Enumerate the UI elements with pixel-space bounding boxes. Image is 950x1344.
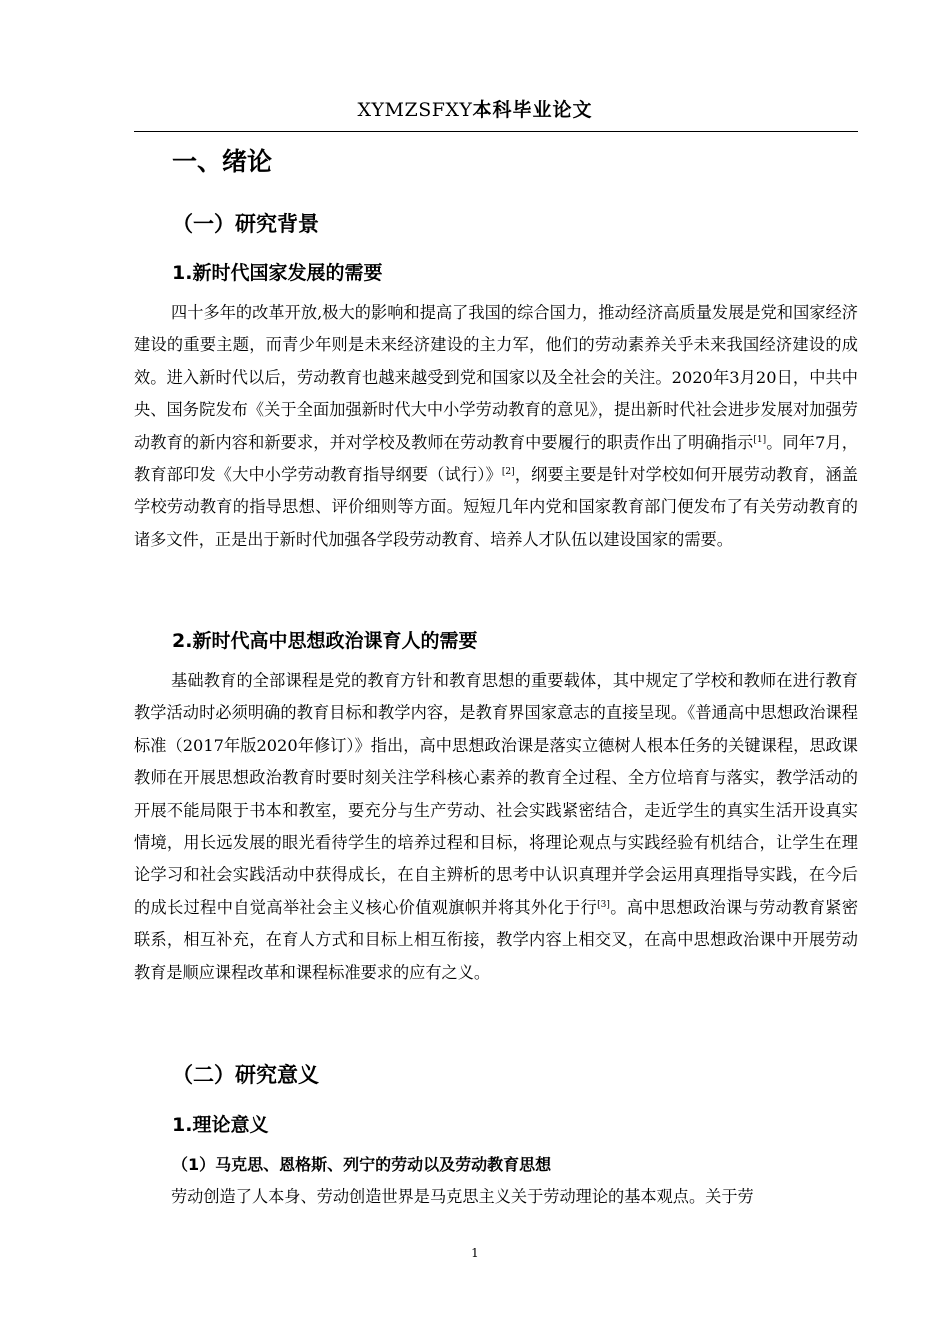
- section-title-background: （一）研究背景: [172, 212, 319, 236]
- paragraph-text: 。高中思想政治课与劳动教育紧密联系，相互补充，在育人方式和目标上相互衔接，教学内容上相交叉，在高中思想政治课中开展劳动教育是顺应课程改革和课程标准要求的应有之义。: [134, 897, 859, 982]
- paragraph-national-development: [134, 297, 858, 556]
- paragraph-text: 劳动创造了人本身、劳动创造世界是马克思主义关于劳动理论的基本观点。关于劳: [171, 1187, 754, 1206]
- subsection-title-theoretical: 1.理论意义: [172, 1114, 269, 1136]
- paragraph-text: ，纲要主要是针对学校如何开展劳动教育，涵盖学校劳动教育的指导思想、评价细则等方面。短短几年内党和国家教育部门便发布了有关劳动教育的诸多文件，正是出于新时代加强各学段劳动教育、培养人才队伍以建设国家的需要。: [134, 465, 858, 549]
- paragraph-marxist-labor: [134, 1181, 858, 1213]
- paragraph-text: 四十多年的改革开放,极大的影响和提高了我国的综合国力，推动经济高质量发展是党和国家经济建设的重要主题，而青少年则是未来经济建设的主力军，他们的劳动素养关乎未来我国经济建设的成效。进入新时代以后，劳动教育也越来越受到党和国家以及全社会的关注。2020年3月20日，中共中央、国务院发布《关于全面加强新时代大中小学劳动教育的意见》，提出新时代社会进步发展对加强劳动教育的新内容和新要求，并对学校及教师在劳动教育中要履行的职责作出了明确指示: [134, 303, 858, 452]
- paragraph-politics-course: [134, 665, 858, 989]
- header-title-latin: XYMZSFXY: [357, 99, 473, 121]
- citation-ref[interactable]: [3]: [597, 899, 610, 910]
- section-title-significance: （二）研究意义: [172, 1063, 319, 1087]
- paragraph-text: 基础教育的全部课程是党的教育方针和教育思想的重要载体，其中规定了学校和教师在进行教育教学活动时必须明确的教育目标和教学内容，是教育界国家意志的直接呈现。《普通高中思想政治课程标准（2017年版2020年修订）》指出，高中思想政治课是落实立德树人根本任务的关键课程，思政课教师在开展思想政治教育时要时刻关注学科核心素养的教育全过程、全方位培育与落实，教学活动的开展不能局限于书本和教室，要充分与生产劳动、社会实践紧密结合，走近学生的真实生活开设真实情境，用长远发展的眼光看待学生的培养过程和目标，将理论观点与实践经验有机结合，让学生在理论学习和社会实践活动中获得成长，在自主辨析的思考中认识真理并学会运用真理指导实践，在今后的成长过程中自觉高举社会主义核心价值观旗帜并将其外化于行: [134, 671, 858, 917]
- chapter-title: 一、绪论: [172, 147, 273, 176]
- page-number: 1: [471, 1246, 479, 1260]
- citation-ref[interactable]: [1]: [753, 434, 767, 445]
- citation-ref[interactable]: [2]: [501, 467, 515, 478]
- header-title-cn: 本科毕业论文: [472, 99, 593, 121]
- header-divider: [134, 131, 858, 132]
- subsection-title-national-development: 1.新时代国家发展的需要: [172, 262, 383, 284]
- item-title-marxist-labor: （1）马克思、恩格斯、列宁的劳动以及劳动教育思想: [172, 1155, 552, 1174]
- paragraph-text: 。同年7月，教育部印发《大中小学劳动教育指导纲要（试行）》: [134, 432, 858, 485]
- subsection-title-politics-course: 2.新时代高中思想政治课育人的需要: [172, 630, 478, 652]
- running-header: [0, 96, 950, 125]
